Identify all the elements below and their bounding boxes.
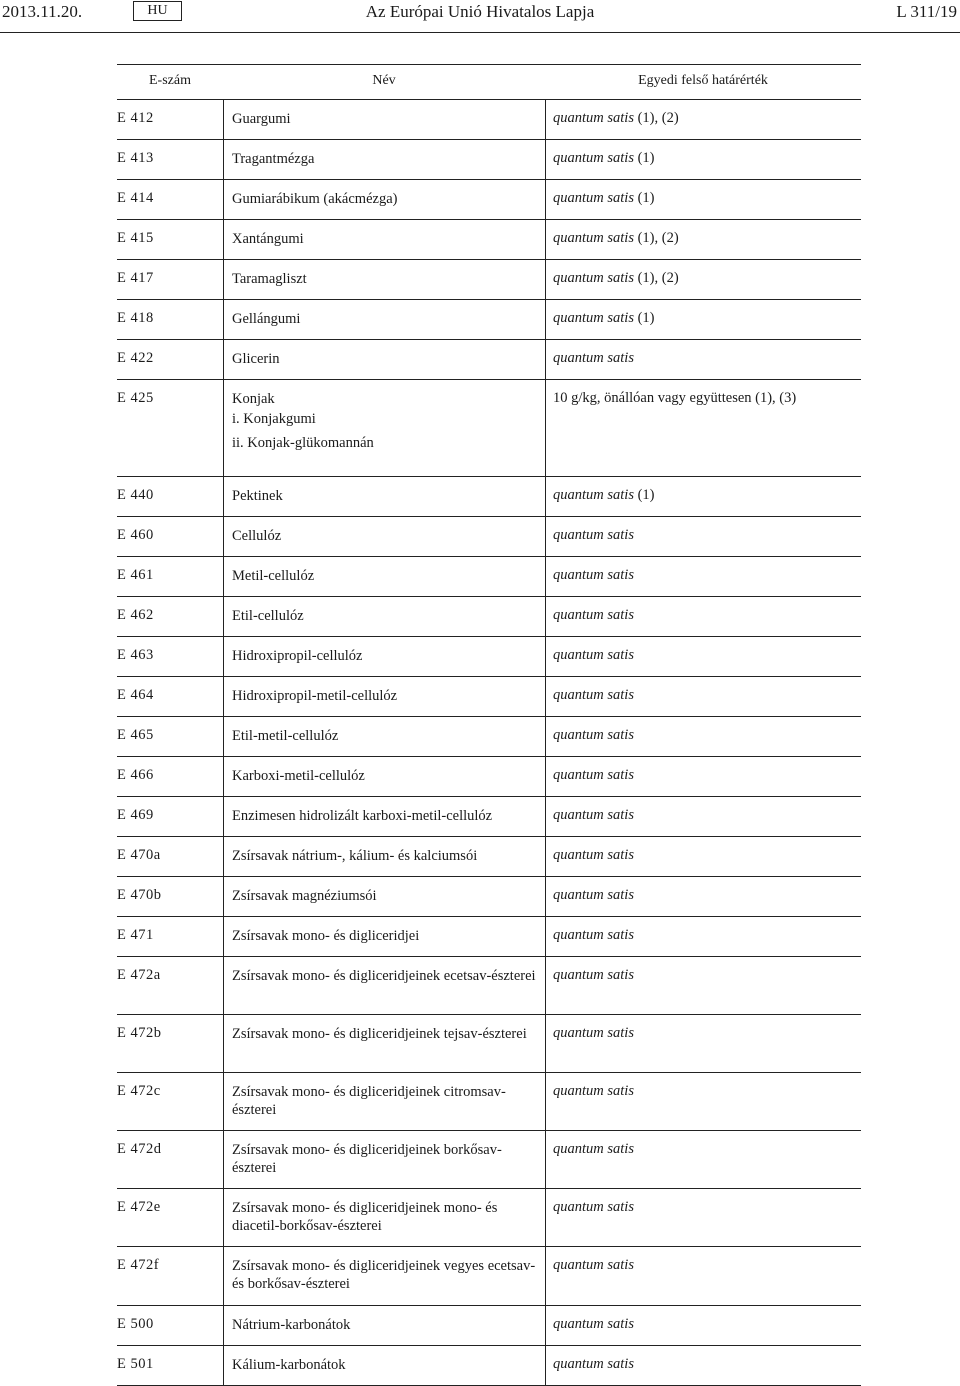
footnote-refs: (1) bbox=[637, 190, 655, 206]
max-level: quantum satis bbox=[553, 727, 634, 743]
journal-title: Az Európai Unió Hivatalos Lapja bbox=[365, 2, 595, 21]
max-level: quantum satis bbox=[553, 607, 634, 623]
additive-name: Zsírsavak mono- és digliceridjeinek tejsav-észterei bbox=[232, 1026, 527, 1042]
footnote-refs: (1) bbox=[637, 150, 655, 166]
e-code: E 500 bbox=[117, 1316, 154, 1332]
e-code: E 415 bbox=[117, 230, 154, 246]
table-row bbox=[117, 757, 861, 797]
additive-name: Enzimesen hidrolizált karboxi-metil-cellulóz bbox=[232, 808, 493, 824]
table-row bbox=[117, 1073, 861, 1131]
max-level: quantum satis bbox=[553, 887, 634, 903]
table-row bbox=[117, 877, 861, 917]
max-level: quantum satis bbox=[553, 807, 634, 823]
max-level: quantum satis bbox=[553, 1199, 634, 1215]
e-code: E 463 bbox=[117, 647, 154, 663]
additive-name: Zsírsavak mono- és digliceridjeinek citromsav-észterei bbox=[232, 1084, 506, 1118]
table-row bbox=[117, 797, 861, 837]
table-row bbox=[117, 477, 861, 517]
e-code: E 412 bbox=[117, 110, 154, 126]
e-code: E 501 bbox=[117, 1356, 154, 1372]
language-badge: HU bbox=[133, 1, 182, 21]
additive-name: Metil-cellulóz bbox=[232, 568, 315, 584]
e-code: E 466 bbox=[117, 767, 154, 783]
column-header-name: Név bbox=[372, 73, 396, 88]
table-row bbox=[117, 180, 861, 220]
table-header bbox=[117, 65, 861, 100]
additives-table bbox=[117, 64, 861, 1386]
table-row bbox=[117, 717, 861, 757]
footnote-refs: (1), (2) bbox=[637, 110, 679, 126]
additive-name: Etil-metil-cellulóz bbox=[232, 728, 339, 744]
max-level: quantum satis bbox=[553, 1356, 634, 1372]
e-code: E 472d bbox=[117, 1141, 162, 1157]
additive-name: Gumiarábikum (akácmézga) bbox=[232, 191, 398, 207]
publication-date: 2013.11.20. bbox=[2, 2, 83, 21]
column-header-limit: Egyedi felső határérték bbox=[638, 73, 768, 88]
additive-name: Zsírsavak mono- és digliceridjeinek borkősav-észterei bbox=[232, 1142, 502, 1176]
additive-name: Guargumi bbox=[232, 111, 291, 127]
table-row bbox=[117, 837, 861, 877]
e-code: E 417 bbox=[117, 270, 154, 286]
footnote-refs: (1), (2) bbox=[637, 230, 679, 246]
e-code: E 462 bbox=[117, 607, 154, 623]
additive-name: Pektinek bbox=[232, 488, 283, 504]
e-code: E 470a bbox=[117, 847, 161, 863]
e-code: E 460 bbox=[117, 527, 154, 543]
footnote-refs: (1) bbox=[637, 487, 655, 503]
table-row bbox=[117, 557, 861, 597]
table-row bbox=[117, 1015, 861, 1073]
table-row bbox=[117, 957, 861, 1015]
max-level: quantum satis bbox=[553, 1257, 634, 1273]
max-level: quantum satis (1) bbox=[553, 190, 655, 206]
e-code: E 440 bbox=[117, 487, 154, 503]
table-row bbox=[117, 597, 861, 637]
additive-name: Hidroxipropil-cellulóz bbox=[232, 648, 363, 664]
max-level: quantum satis bbox=[553, 1316, 634, 1332]
max-level: quantum satis (1) bbox=[553, 150, 655, 166]
table-row bbox=[117, 677, 861, 717]
additive-name: Etil-cellulóz bbox=[232, 608, 304, 624]
additive-name: Zsírsavak nátrium-, kálium- és kalciumsói bbox=[232, 848, 478, 864]
table-row bbox=[117, 1189, 861, 1247]
additive-name: Zsírsavak mono- és digliceridjeinek ecetsav-észterei bbox=[232, 968, 536, 984]
table-row bbox=[117, 637, 861, 677]
table-row bbox=[117, 220, 861, 260]
additive-name: Tragantmézga bbox=[232, 151, 315, 167]
max-level: quantum satis bbox=[553, 527, 634, 543]
e-code: E 471 bbox=[117, 927, 154, 943]
page-number: L 311/19 bbox=[896, 2, 957, 21]
table-row bbox=[117, 380, 861, 477]
e-code: E 472b bbox=[117, 1025, 162, 1041]
max-level: quantum satis (1) bbox=[553, 487, 655, 503]
additive-name: Zsírsavak mono- és digliceridjeinek mono- és diacetil-borkősav-észterei bbox=[232, 1200, 498, 1234]
table-row bbox=[117, 260, 861, 300]
max-level: quantum satis bbox=[553, 1141, 634, 1157]
additive-name: Karboxi-metil-cellulóz bbox=[232, 768, 365, 784]
max-level: quantum satis bbox=[553, 767, 634, 783]
additive-name: Taramagliszt bbox=[232, 271, 307, 287]
e-code: E 425 bbox=[117, 390, 154, 406]
column-header-code: E-szám bbox=[149, 73, 191, 88]
e-code: E 472c bbox=[117, 1083, 161, 1099]
max-level: quantum satis (1), (2) bbox=[553, 110, 679, 126]
e-code: E 465 bbox=[117, 727, 154, 743]
table-row bbox=[117, 140, 861, 180]
table-row bbox=[117, 340, 861, 380]
max-level: quantum satis bbox=[553, 967, 634, 983]
table-row bbox=[117, 517, 861, 557]
table-row bbox=[117, 1131, 861, 1189]
e-code: E 422 bbox=[117, 350, 154, 366]
additive-name: Zsírsavak magnéziumsói bbox=[232, 888, 377, 904]
e-code: E 469 bbox=[117, 807, 154, 823]
additive-name: Zsírsavak mono- és digliceridjei bbox=[232, 928, 420, 944]
e-code: E 470b bbox=[117, 887, 162, 903]
max-level: quantum satis bbox=[553, 350, 634, 366]
max-level: quantum satis bbox=[553, 567, 634, 583]
max-level: quantum satis (1) bbox=[553, 310, 655, 326]
max-level: quantum satis bbox=[553, 1083, 634, 1099]
additive-name: Kálium-karbonátok bbox=[232, 1357, 346, 1373]
table-row bbox=[117, 100, 861, 140]
table-row bbox=[117, 1346, 861, 1386]
e-code: E 418 bbox=[117, 310, 154, 326]
max-level: quantum satis (1), (2) bbox=[553, 230, 679, 246]
additive-subtype: i. Konjakgumi bbox=[232, 411, 316, 427]
additive-name: Gellángumi bbox=[232, 311, 301, 327]
max-level: quantum satis bbox=[553, 687, 634, 703]
additive-name: Cellulóz bbox=[232, 528, 282, 544]
table-row bbox=[117, 1247, 861, 1306]
additive-name-main: Konjak bbox=[232, 391, 275, 407]
table-row bbox=[117, 300, 861, 340]
e-code: E 413 bbox=[117, 150, 154, 166]
footnote-refs: (1), (2) bbox=[637, 270, 679, 286]
additive-name: Xantángumi bbox=[232, 231, 304, 247]
additive-subtype: ii. Konjak-glükomannán bbox=[232, 435, 374, 451]
additive-name: Nátrium-karbonátok bbox=[232, 1317, 351, 1333]
e-code: E 461 bbox=[117, 567, 154, 583]
page-header bbox=[0, 0, 960, 33]
additive-name bbox=[223, 380, 545, 476]
e-code: E 472a bbox=[117, 967, 161, 983]
max-level: 10 g/kg, önállóan vagy együttesen (1), (3) bbox=[553, 390, 797, 406]
footnote-refs: (1) bbox=[637, 310, 655, 326]
table-row bbox=[117, 917, 861, 957]
max-level: quantum satis bbox=[553, 647, 634, 663]
e-code: E 472f bbox=[117, 1257, 160, 1273]
e-code: E 414 bbox=[117, 190, 154, 206]
max-level: quantum satis bbox=[553, 927, 634, 943]
max-level: quantum satis bbox=[553, 847, 634, 863]
additive-name: Hidroxipropil-metil-cellulóz bbox=[232, 688, 398, 704]
additive-name: Zsírsavak mono- és digliceridjeinek vegyes ecetsav- és borkősav-észterei bbox=[232, 1258, 536, 1292]
e-code: E 472e bbox=[117, 1199, 161, 1215]
table-row bbox=[117, 1306, 861, 1346]
max-level: quantum satis bbox=[553, 1025, 634, 1041]
e-code: E 464 bbox=[117, 687, 154, 703]
max-level: quantum satis (1), (2) bbox=[553, 270, 679, 286]
additive-name: Glicerin bbox=[232, 351, 280, 367]
